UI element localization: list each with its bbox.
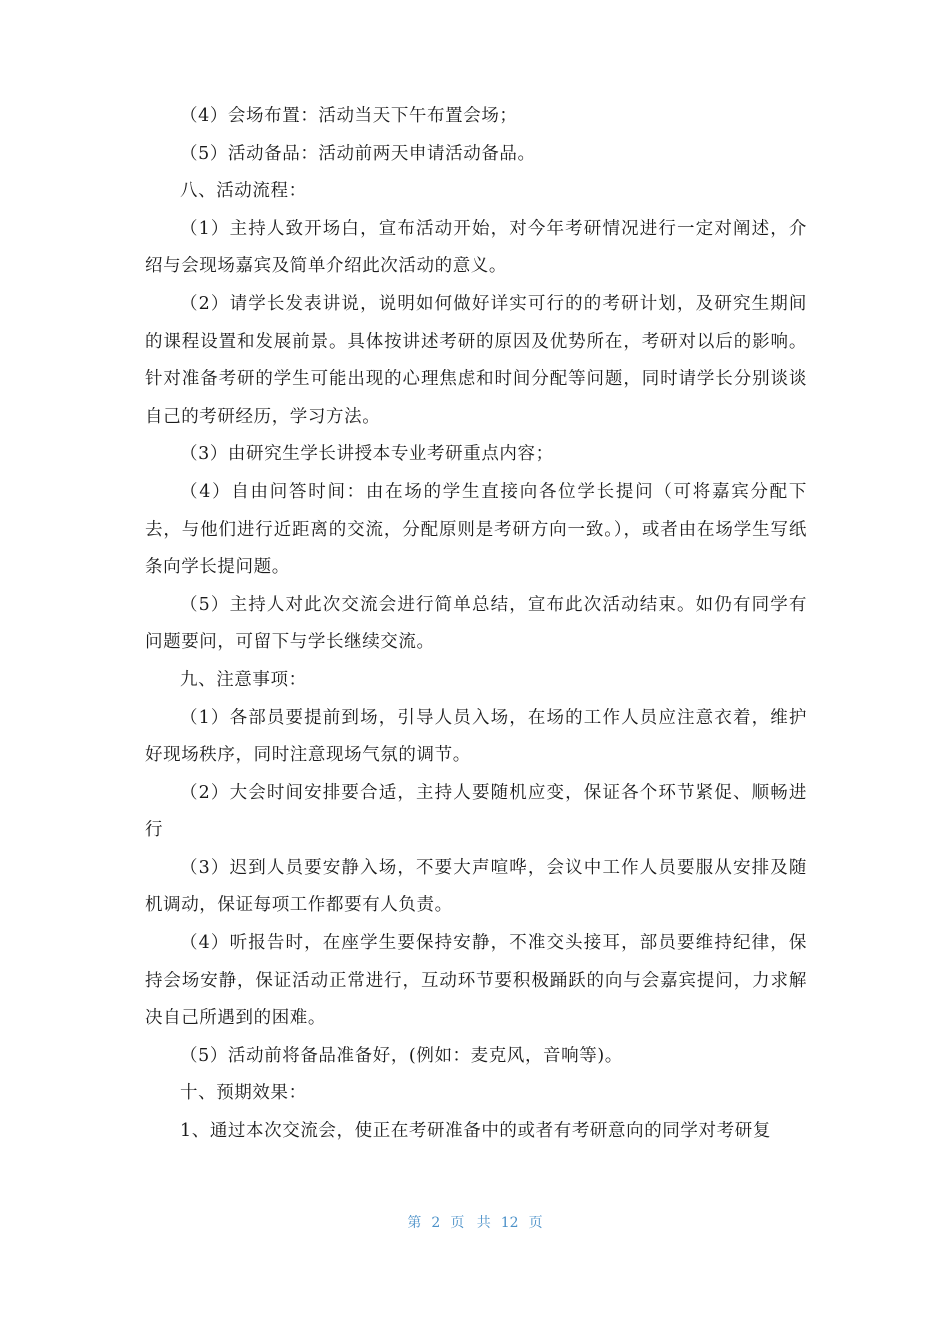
paragraph: （5）活动前将备品准备好，(例如：麦克风，音响等)。 [180, 1045, 623, 1066]
paragraph: （2）请学长发表讲说，说明如何做好详实可行的的考研计划，及研究生期间的课程设置和发展前景。具体按讲述考研的原因及优势所在，考研对以后的影响。针对准备考研的学生可能出现的心理焦虑和时间分配等问题，同时请学长分别谈谈自己的考研经历，学习方法。 [145, 293, 807, 427]
paragraph: （5）主持人对此次交流会进行简单总结，宣布此次活动结束。如仍有同学有问题要问，可留下与学长继续交流。 [145, 594, 807, 653]
paragraph: （1）各部员要提前到场，引导人员入场，在场的工作人员应注意衣着，维护好现场秩序，同时注意现场气氛的调节。 [145, 707, 807, 766]
paragraph: （1）主持人致开场白，宣布活动开始，对今年考研情况进行一定对阐述，介绍与会现场嘉宾及简单介绍此次活动的意义。 [145, 218, 807, 277]
page-footer [0, 1212, 950, 1232]
section-heading: 十、预期效果： [180, 1083, 307, 1104]
paragraph: （5）活动备品：活动前两天申请活动备品。 [180, 143, 536, 164]
footer-total-pages: 12 [500, 1215, 519, 1231]
paragraph: （2）大会时间安排要合适，主持人要随机应变，保证各个环节紧促、顺畅进行 [145, 782, 807, 841]
paragraph: （4）会场布置：活动当天下午布置会场； [180, 106, 518, 126]
document-body [145, 98, 807, 1151]
footer-prefix: 第 [407, 1215, 422, 1231]
paragraph: （3）由研究生学长讲授本专业考研重点内容； [180, 444, 554, 465]
footer-current-page: 2 [431, 1215, 441, 1231]
section-heading: 八、活动流程： [180, 181, 307, 202]
paragraph: （3）迟到人员要安静入场，不要大声喧哗，会议中工作人员要服从安排及随机调动，保证每项工作都要有人负责。 [145, 857, 807, 916]
section-heading: 九、注意事项： [180, 669, 307, 690]
paragraph: （4）听报告时，在座学生要保持安静，不准交头接耳，部员要维持纪律，保持会场安静，保证活动正常进行，互动环节要积极踊跃的向与会嘉宾提问，力求解决自己所遇到的困难。 [145, 933, 807, 1029]
footer-suffix: 页 [528, 1215, 543, 1231]
paragraph: （4）自由问答时间：由在场的学生直接向各位学长提问（可将嘉宾分配下去，与他们进行近距离的交流，分配原则是考研方向一致。），或者由在场学生写纸条向学长提问题。 [145, 481, 807, 578]
paragraph: 1、通过本次交流会，使正在考研准备中的或者有考研意向的同学对考研复 [180, 1121, 771, 1142]
footer-middle: 页 共 [450, 1215, 491, 1231]
